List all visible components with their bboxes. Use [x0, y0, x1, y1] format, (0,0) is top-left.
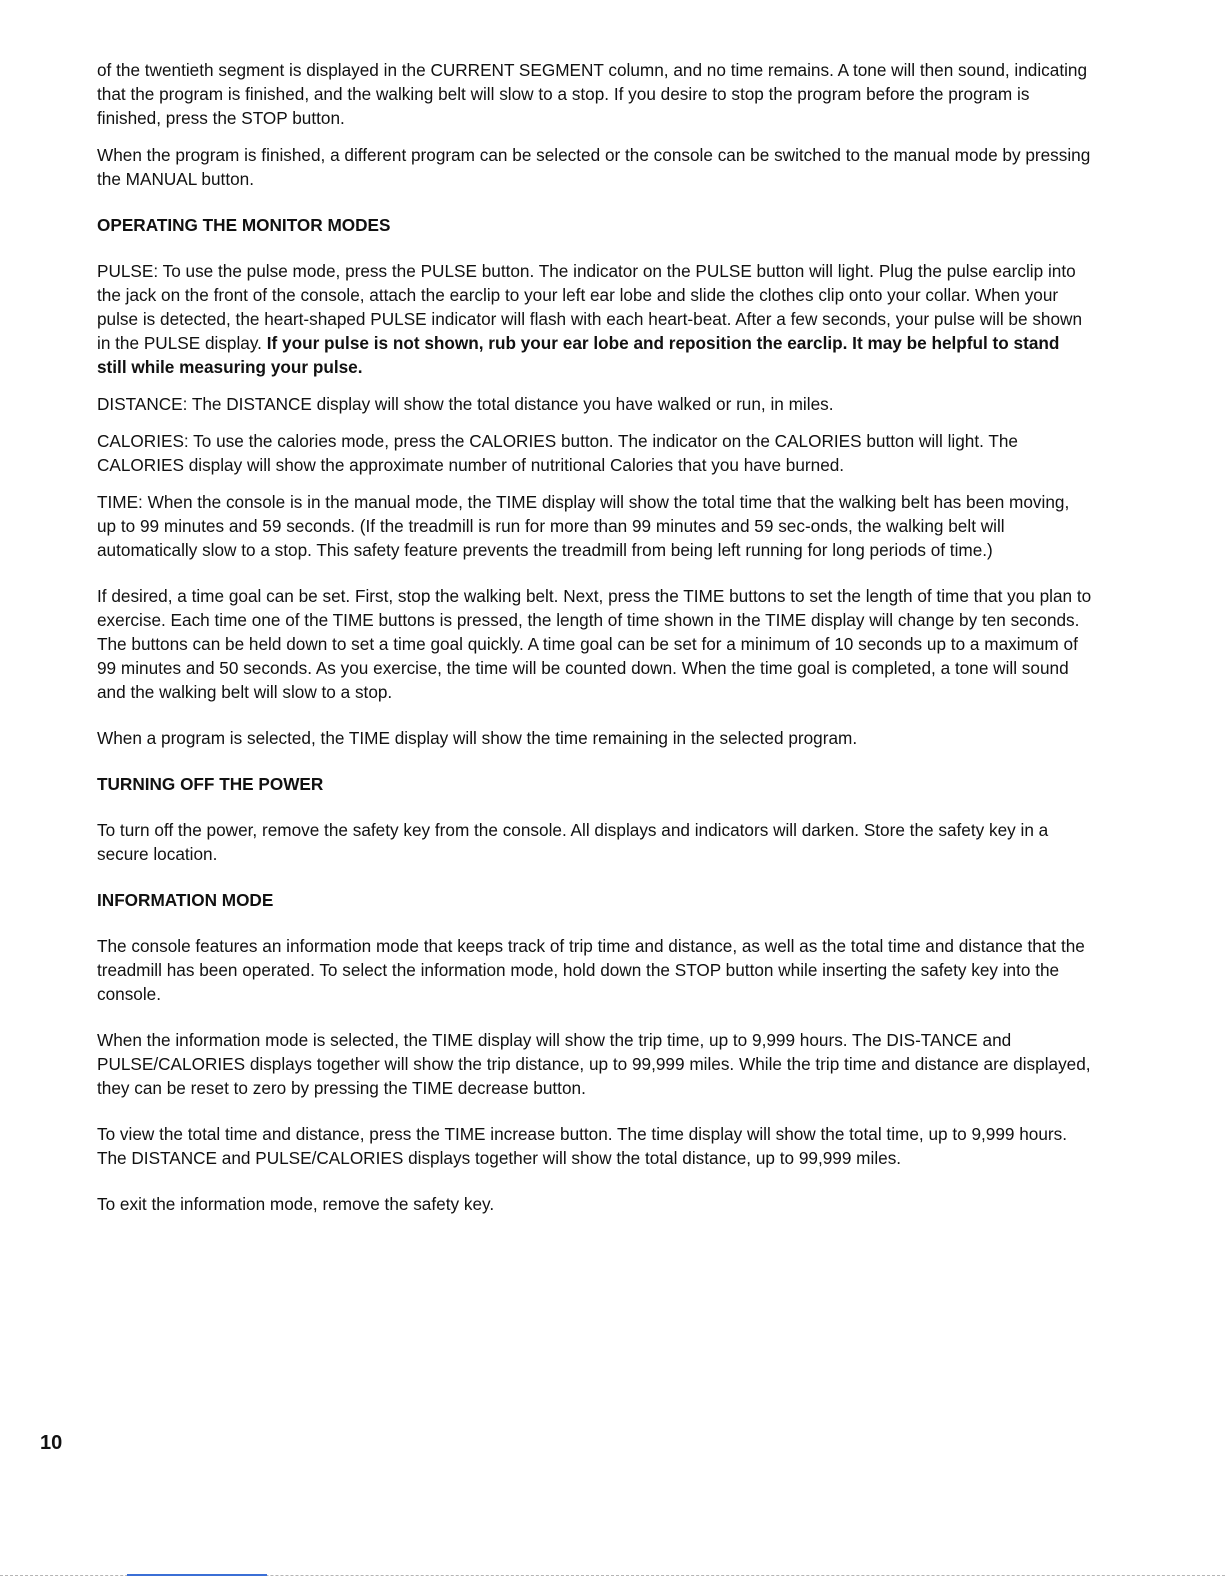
- time-paragraph-2: If desired, a time goal can be set. First, stop the walking belt. Next, press the TIME buttons to set the length of time that you plan to exercise. Each time one of the TIME buttons is pressed, the length of time shown in the TIME display will change by ten seconds. The buttons can be held down to set a time goal quickly. A time goal can be set for a minimum of 10 seconds up to a maximum of 99 minutes and 50 seconds. As you exercise, the time will be counted down. When the time goal is completed, a tone will sound and the walking belt will slow to a stop.: [97, 586, 1092, 702]
- info-paragraph-3: To view the total time and distance, press the TIME increase button. The time display will show the total time, up to 9,999 hours. The DISTANCE and PULSE/CALORIES displays together will show the total distance, up to 99,999 miles.: [97, 1124, 1068, 1168]
- pulse-paragraph: [97, 259, 1092, 379]
- distance-paragraph: DISTANCE: The DISTANCE display will show the total distance you have walked or run, in miles.: [97, 394, 834, 414]
- time-paragraph-3: When a program is selected, the TIME display will show the time remaining in the selected program.: [97, 728, 858, 748]
- pulse-warning-text: If your pulse is not shown, rub your ear lobe and reposition the earclip. It may be helpful to stand still while measuring your pulse.: [97, 333, 1060, 377]
- info-paragraph-2: When the information mode is selected, the TIME display will show the trip time, up to 9,999 hours. The DIS-TANCE and PULSE/CALORIES displays together will show the trip distance, up to 99,999 miles. While the trip time and distance are displayed, they can be reset to zero by pressing the TIME decrease button.: [97, 1030, 1091, 1098]
- calories-paragraph: CALORIES: To use the calories mode, press the CALORIES button. The indicator on the CALORIES button will light. The CALORIES display will show the approximate number of nutritional Calories that you have burned.: [97, 431, 1018, 475]
- manual-page: [97, 58, 1092, 1216]
- intro-paragraph-1: of the twentieth segment is displayed in the CURRENT SEGMENT column, and no time remains. A tone will then sound, indicating that the program is finished, and the walking belt will slow to a stop. If you desire to stop the program before the program is finished, press the STOP button.: [97, 60, 1088, 128]
- power-paragraph: To turn off the power, remove the safety key from the console. All displays and indicators will darken. Store the safety key in a secure location.: [97, 820, 1049, 864]
- page-number: 10: [40, 1432, 63, 1454]
- information-mode-heading: INFORMATION MODE: [97, 890, 274, 910]
- pulse-text: PULSE: To use the pulse mode, press the PULSE button. The indicator on the PULSE button will light. Plug the pulse earclip into the jack on the front of the console, attach the earclip to your left ear lobe and slide the clothes clip onto your collar. When your pulse is detected, the heart-shaped PULSE indicator will flash with each heart-beat. After a few seconds, your pulse will be shown in the PULSE display.: [97, 261, 1082, 353]
- intro-paragraph-2: When the program is finished, a different program can be selected or the console can be switched to the manual mode by pressing the MANUAL button.: [97, 145, 1091, 189]
- monitor-modes-heading: OPERATING THE MONITOR MODES: [97, 215, 391, 235]
- time-paragraph-1: TIME: When the console is in the manual mode, the TIME display will show the total time that the walking belt has been moving, up to 99 minutes and 59 seconds. (If the treadmill is run for more than 99 minutes and 59 sec-onds, the walking belt will automatically slow to a stop. This safety feature prevents the treadmill from being left running for long periods of time.): [97, 492, 1070, 560]
- info-paragraph-1: The console features an information mode that keeps track of trip time and distance, as well as the total time and distance that the treadmill has been operated. To select the information mode, hold down the STOP button while inserting the safety key into the console.: [97, 936, 1085, 1004]
- bottom-accent-line: [127, 1574, 267, 1576]
- info-paragraph-4: To exit the information mode, remove the safety key.: [97, 1194, 495, 1214]
- power-heading: TURNING OFF THE POWER: [97, 774, 324, 794]
